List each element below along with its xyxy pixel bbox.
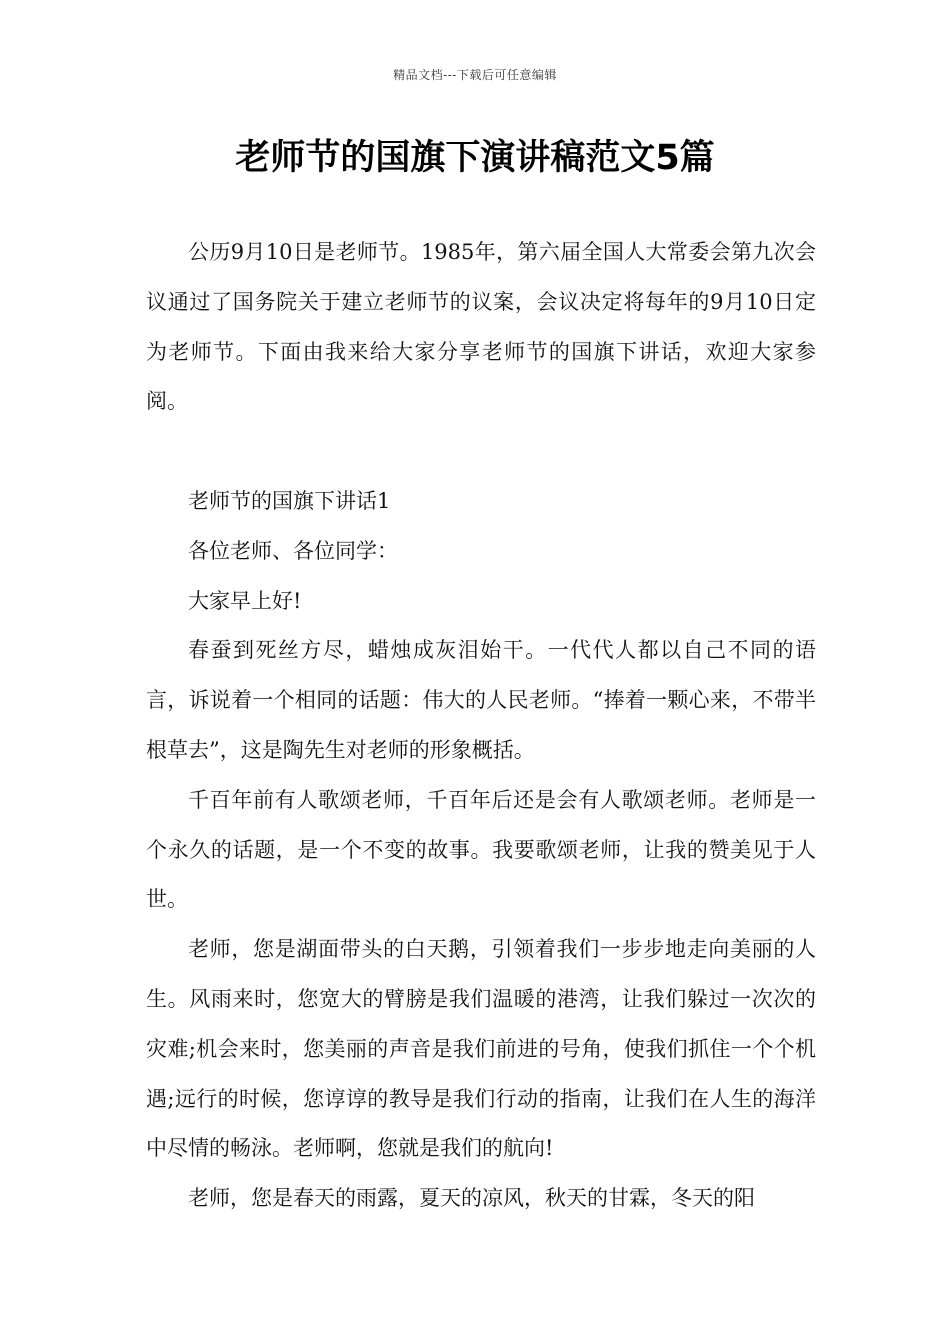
document-title: 老师节的国旗下演讲稿范文5篇 [235,138,715,178]
section-heading: 老师节的国旗下讲话1 [188,488,391,513]
body-paragraph: 老师，您是湖面带头的白天鹅，引领着我们一步步地走向美丽的人生。风雨来时，您宽大的臂膀是我们温暖的港湾，让我们躲过一次次的灾难;机会来时，您美丽的声音是我们前进的号角，使我们抓住一个个机遇;远行的时候，您谆谆的教导是我们行动的指南，让我们在人生的海洋中尽情的畅泳。老师啊，您就是我们的航向! [146,937,816,1161]
body-paragraph: 春蚕到死丝方尽，蜡烛成灰泪始干。一代代人都以自己不同的语言，诉说着一个相同的话题：伟大的人民老师。“捧着一颗心来，不带半根草去”，这是陶先生对老师的形象概括。 [146,638,816,762]
body-paragraph: 老师，您是春天的雨露，夏天的凉风，秋天的甘霖，冬天的阳 [188,1186,755,1211]
body-paragraph: 千百年前有人歌颂老师，千百年后还是会有人歌颂老师。老师是一个永久的话题，是一个不变的故事。我要歌颂老师，让我的赞美见于人世。 [146,787,816,912]
intro-paragraph: 公历9月10日是老师节。1985年，第六届全国人大常委会第九次会议通过了国务院关于建立老师节的议案，会议决定将每年的9月10日定为老师节。下面由我来给大家分享老师节的国旗下讲话，欢迎大家参阅。 [146,240,816,414]
document-body [146,228,816,1224]
greeting: 大家早上好! [188,588,302,613]
salutation: 各位老师、各位同学： [188,538,398,563]
page-header-note: 精品文档---下载后可任意编辑 [393,68,557,82]
